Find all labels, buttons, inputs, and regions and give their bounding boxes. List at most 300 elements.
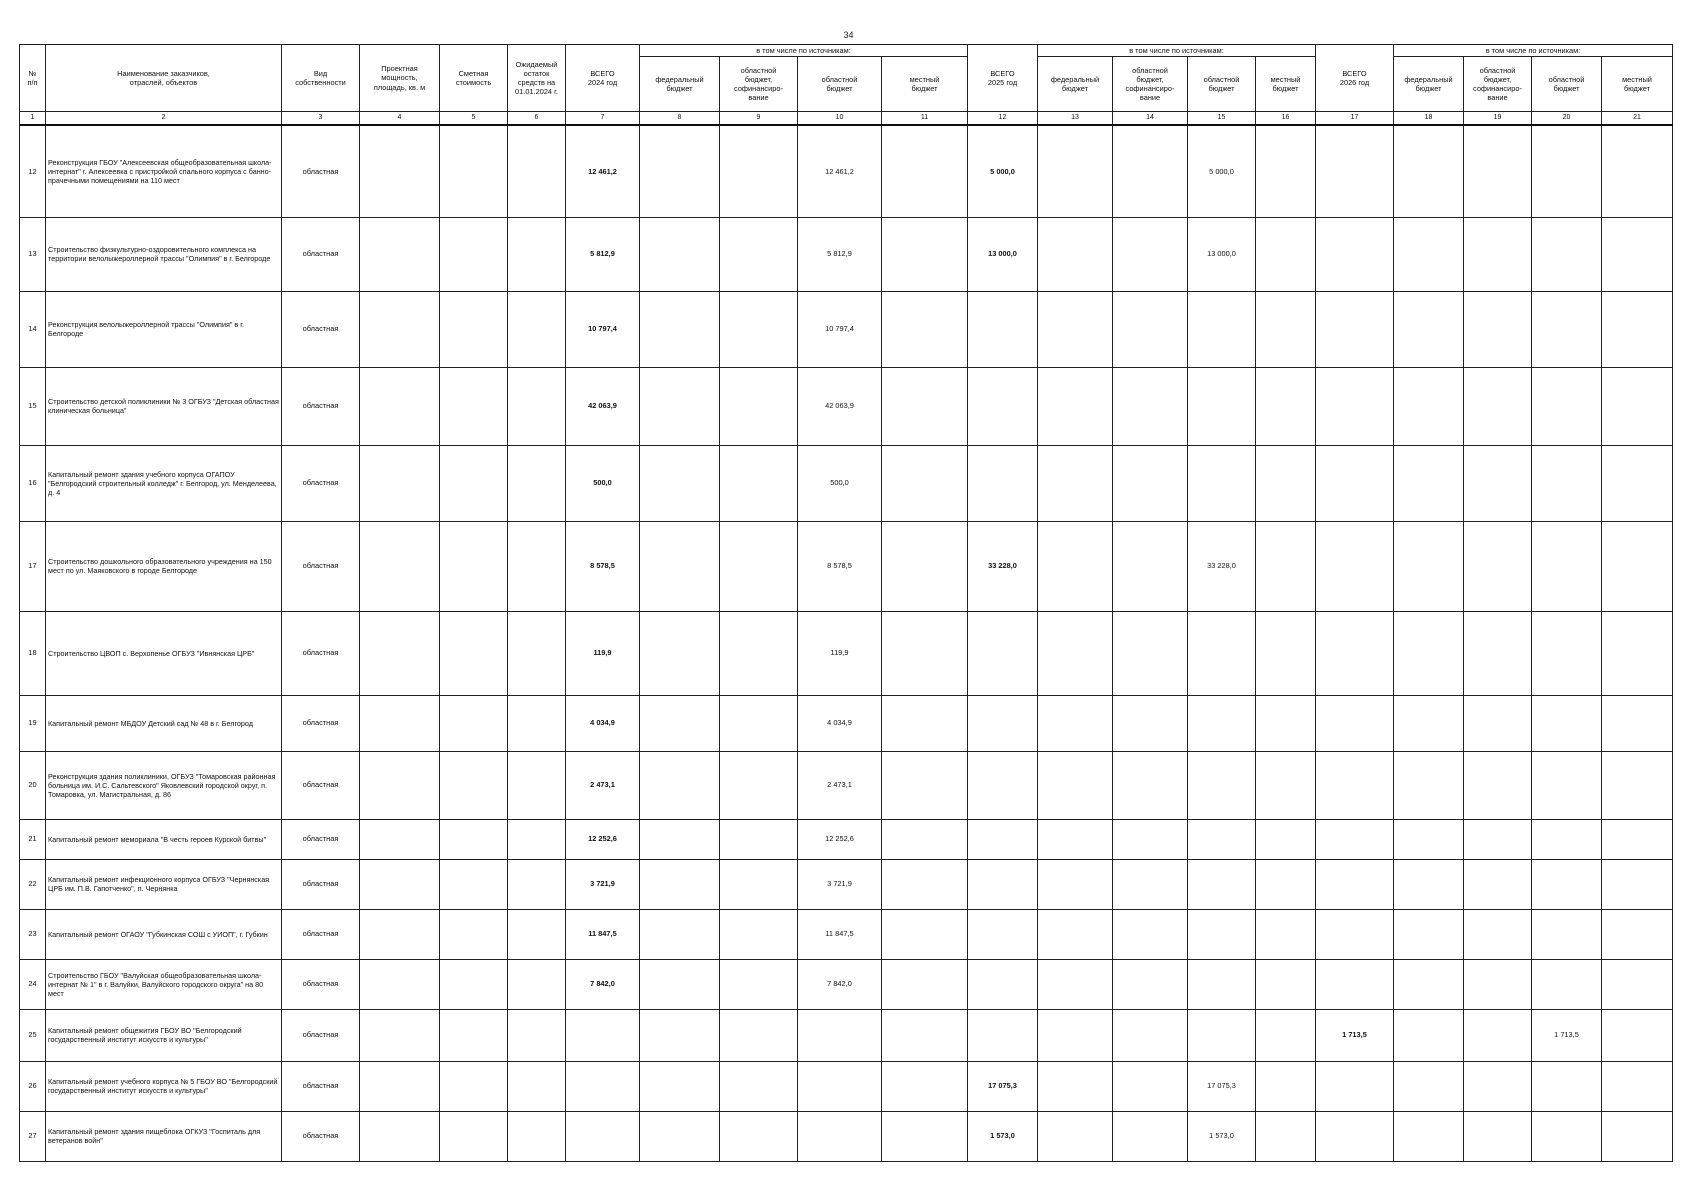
federal-2026 bbox=[1394, 521, 1464, 611]
regional-2024: 8 578,5 bbox=[798, 521, 882, 611]
total-2025 bbox=[968, 909, 1038, 959]
regional-2026 bbox=[1532, 859, 1602, 909]
row-number: 21 bbox=[20, 819, 46, 859]
table-row bbox=[20, 1061, 1673, 1111]
federal-2026 bbox=[1394, 695, 1464, 751]
total-2025 bbox=[968, 819, 1038, 859]
total-2026 bbox=[1316, 1111, 1394, 1161]
local-2026 bbox=[1602, 217, 1673, 291]
total-2026 bbox=[1316, 125, 1394, 217]
local-2025 bbox=[1256, 445, 1316, 521]
local-2026 bbox=[1602, 125, 1673, 217]
local-2025 bbox=[1256, 1009, 1316, 1061]
table-row bbox=[20, 751, 1673, 819]
local-2025 bbox=[1256, 909, 1316, 959]
regional-2026 bbox=[1532, 291, 1602, 367]
expected-balance-cell bbox=[508, 291, 566, 367]
federal-2025 bbox=[1038, 445, 1113, 521]
local-2025 bbox=[1256, 751, 1316, 819]
capacity-cell bbox=[360, 1111, 440, 1161]
row-number: 12 bbox=[20, 125, 46, 217]
header-number: № п/п bbox=[20, 45, 46, 112]
header-sources-2024: в том числе по источникам: bbox=[640, 45, 968, 57]
ownership-type: областная bbox=[282, 291, 360, 367]
federal-2024 bbox=[640, 291, 720, 367]
cofin-2025 bbox=[1113, 445, 1188, 521]
table-row bbox=[20, 959, 1673, 1009]
regional-2026 bbox=[1532, 217, 1602, 291]
cofin-2026 bbox=[1464, 291, 1532, 367]
cofin-2025 bbox=[1113, 1009, 1188, 1061]
local-2025 bbox=[1256, 291, 1316, 367]
column-number: 10 bbox=[798, 112, 882, 126]
federal-2026 bbox=[1394, 959, 1464, 1009]
total-2025 bbox=[968, 611, 1038, 695]
header-capacity: Проектная мощность, площадь, кв. м bbox=[360, 45, 440, 112]
object-name: Капитальный ремонт инфекционного корпуса ОГБУЗ "Чернянская ЦРБ им. П.В. Гапотченко", п. Чернянка bbox=[46, 859, 282, 909]
ownership-type: областная bbox=[282, 959, 360, 1009]
object-name: Реконструкция ГБОУ "Алексеевская общеобразовательная школа-интернат" г. Алексеевка с пристройкой спального корпуса с банно-прачечными помещениями на 110 мест bbox=[46, 125, 282, 217]
total-2026 bbox=[1316, 1061, 1394, 1111]
federal-2024 bbox=[640, 909, 720, 959]
table-row bbox=[20, 611, 1673, 695]
header-total-2026: ВСЕГО 2026 год bbox=[1316, 45, 1394, 112]
regional-2025: 33 228,0 bbox=[1188, 521, 1256, 611]
table-row bbox=[20, 1009, 1673, 1061]
expected-balance-cell bbox=[508, 695, 566, 751]
ownership-type: областная bbox=[282, 445, 360, 521]
column-number: 18 bbox=[1394, 112, 1464, 126]
local-2026 bbox=[1602, 367, 1673, 445]
local-2026 bbox=[1602, 859, 1673, 909]
federal-2026 bbox=[1394, 1111, 1464, 1161]
capacity-cell bbox=[360, 1009, 440, 1061]
total-2026 bbox=[1316, 959, 1394, 1009]
object-name: Реконструкция велолыжероллерной трассы "Олимпия" в г. Белгороде bbox=[46, 291, 282, 367]
estimate-cell bbox=[440, 909, 508, 959]
estimate-cell bbox=[440, 751, 508, 819]
federal-2025 bbox=[1038, 751, 1113, 819]
estimate-cell bbox=[440, 1009, 508, 1061]
total-2026 bbox=[1316, 445, 1394, 521]
column-number: 9 bbox=[720, 112, 798, 126]
local-2025 bbox=[1256, 1061, 1316, 1111]
header-name: Наименование заказчиков, отраслей, объектов bbox=[46, 45, 282, 112]
expected-balance-cell bbox=[508, 1111, 566, 1161]
local-2025 bbox=[1256, 859, 1316, 909]
object-name: Капитальный ремонт МБДОУ Детский сад № 48 в г. Белгород bbox=[46, 695, 282, 751]
header-local-2025: местный бюджет bbox=[1256, 57, 1316, 112]
object-name: Строительство физкультурно-оздоровительного комплекса на территории велолыжероллерной трассы "Олимпия" в г. Белгороде bbox=[46, 217, 282, 291]
federal-2025 bbox=[1038, 819, 1113, 859]
header-federal-2026: федеральный бюджет bbox=[1394, 57, 1464, 112]
header-total-2025: ВСЕГО 2025 год bbox=[968, 45, 1038, 112]
cofin-2024 bbox=[720, 367, 798, 445]
regional-2024 bbox=[798, 1009, 882, 1061]
total-2026 bbox=[1316, 819, 1394, 859]
total-2024 bbox=[566, 1111, 640, 1161]
regional-2024 bbox=[798, 1061, 882, 1111]
federal-2024 bbox=[640, 125, 720, 217]
object-name: Капитальный ремонт здания учебного корпуса ОГАПОУ "Белгородский строительный колледж" г. Белгород, ул. Менделеева, д. 4 bbox=[46, 445, 282, 521]
header-regional-2024: областной бюджет bbox=[798, 57, 882, 112]
header-sources-2025: в том числе по источникам: bbox=[1038, 45, 1316, 57]
cofin-2026 bbox=[1464, 445, 1532, 521]
estimate-cell bbox=[440, 695, 508, 751]
total-2024: 8 578,5 bbox=[566, 521, 640, 611]
regional-2025 bbox=[1188, 367, 1256, 445]
capacity-cell bbox=[360, 445, 440, 521]
federal-2025 bbox=[1038, 291, 1113, 367]
object-name: Капитальный ремонт ОГАОУ "Губкинская СОШ с УИОП", г. Губкин bbox=[46, 909, 282, 959]
total-2025 bbox=[968, 445, 1038, 521]
federal-2024 bbox=[640, 959, 720, 1009]
expected-balance-cell bbox=[508, 125, 566, 217]
header-total-2024: ВСЕГО 2024 год bbox=[566, 45, 640, 112]
financing-table bbox=[19, 44, 1673, 1162]
regional-2025 bbox=[1188, 695, 1256, 751]
table-row bbox=[20, 521, 1673, 611]
ownership-type: областная bbox=[282, 859, 360, 909]
local-2024 bbox=[882, 1061, 968, 1111]
estimate-cell bbox=[440, 611, 508, 695]
cofin-2026 bbox=[1464, 1061, 1532, 1111]
regional-2024: 2 473,1 bbox=[798, 751, 882, 819]
column-number: 15 bbox=[1188, 112, 1256, 126]
estimate-cell bbox=[440, 1061, 508, 1111]
header-cofin-2024: областной бюджет, софинансиро- вание bbox=[720, 57, 798, 112]
cofin-2024 bbox=[720, 819, 798, 859]
object-name: Реконструкция здания поликлиники, ОГБУЗ "Томаровская районная больница им. И.С. Сальтевского" Яковлевский городской округ, п. Томаровка, ул. Магистральная, д. 86 bbox=[46, 751, 282, 819]
table-row bbox=[20, 909, 1673, 959]
local-2024 bbox=[882, 125, 968, 217]
total-2024: 119,9 bbox=[566, 611, 640, 695]
object-name: Строительство детской поликлиники № 3 ОГБУЗ "Детская областная клиническая больница" bbox=[46, 367, 282, 445]
total-2025: 17 075,3 bbox=[968, 1061, 1038, 1111]
cofin-2024 bbox=[720, 1111, 798, 1161]
cofin-2025 bbox=[1113, 367, 1188, 445]
expected-balance-cell bbox=[508, 1061, 566, 1111]
regional-2024: 4 034,9 bbox=[798, 695, 882, 751]
expected-balance-cell bbox=[508, 959, 566, 1009]
local-2026 bbox=[1602, 1009, 1673, 1061]
total-2024: 10 797,4 bbox=[566, 291, 640, 367]
regional-2026 bbox=[1532, 959, 1602, 1009]
regional-2026: 1 713,5 bbox=[1532, 1009, 1602, 1061]
regional-2026 bbox=[1532, 1111, 1602, 1161]
expected-balance-cell bbox=[508, 1009, 566, 1061]
federal-2024 bbox=[640, 521, 720, 611]
total-2024: 42 063,9 bbox=[566, 367, 640, 445]
local-2024 bbox=[882, 695, 968, 751]
ownership-type: областная bbox=[282, 1061, 360, 1111]
total-2026 bbox=[1316, 909, 1394, 959]
local-2024 bbox=[882, 1009, 968, 1061]
federal-2024 bbox=[640, 445, 720, 521]
capacity-cell bbox=[360, 909, 440, 959]
cofin-2025 bbox=[1113, 291, 1188, 367]
local-2026 bbox=[1602, 445, 1673, 521]
regional-2026 bbox=[1532, 1061, 1602, 1111]
cofin-2024 bbox=[720, 1009, 798, 1061]
estimate-cell bbox=[440, 521, 508, 611]
column-number: 8 bbox=[640, 112, 720, 126]
capacity-cell bbox=[360, 959, 440, 1009]
regional-2025 bbox=[1188, 291, 1256, 367]
expected-balance-cell bbox=[508, 445, 566, 521]
object-name: Строительство ГБОУ "Валуйская общеобразовательная школа-интернат № 1" в г. Валуйки, Валуйского городского округа" на 80 мест bbox=[46, 959, 282, 1009]
expected-balance-cell bbox=[508, 819, 566, 859]
regional-2025 bbox=[1188, 445, 1256, 521]
federal-2024 bbox=[640, 859, 720, 909]
header-regional-2025: областной бюджет bbox=[1188, 57, 1256, 112]
ownership-type: областная bbox=[282, 1111, 360, 1161]
regional-2025 bbox=[1188, 959, 1256, 1009]
local-2024 bbox=[882, 819, 968, 859]
cofin-2026 bbox=[1464, 521, 1532, 611]
header-local-2024: местный бюджет bbox=[882, 57, 968, 112]
regional-2026 bbox=[1532, 695, 1602, 751]
local-2025 bbox=[1256, 217, 1316, 291]
cofin-2024 bbox=[720, 1061, 798, 1111]
capacity-cell bbox=[360, 611, 440, 695]
cofin-2026 bbox=[1464, 909, 1532, 959]
total-2025 bbox=[968, 291, 1038, 367]
header-ownership: Вид собственности bbox=[282, 45, 360, 112]
cofin-2024 bbox=[720, 445, 798, 521]
cofin-2024 bbox=[720, 611, 798, 695]
cofin-2025 bbox=[1113, 217, 1188, 291]
regional-2025: 13 000,0 bbox=[1188, 217, 1256, 291]
local-2025 bbox=[1256, 611, 1316, 695]
total-2025 bbox=[968, 959, 1038, 1009]
federal-2026 bbox=[1394, 751, 1464, 819]
column-number: 2 bbox=[46, 112, 282, 126]
ownership-type: областная bbox=[282, 521, 360, 611]
expected-balance-cell bbox=[508, 367, 566, 445]
ownership-type: областная bbox=[282, 751, 360, 819]
local-2025 bbox=[1256, 819, 1316, 859]
federal-2025 bbox=[1038, 909, 1113, 959]
federal-2026 bbox=[1394, 819, 1464, 859]
column-number: 20 bbox=[1532, 112, 1602, 126]
local-2025 bbox=[1256, 367, 1316, 445]
capacity-cell bbox=[360, 1061, 440, 1111]
object-name: Капитальный ремонт здания пищеблока ОГКУЗ "Госпиталь для ветеранов войн" bbox=[46, 1111, 282, 1161]
total-2025: 5 000,0 bbox=[968, 125, 1038, 217]
cofin-2024 bbox=[720, 909, 798, 959]
capacity-cell bbox=[360, 695, 440, 751]
header-regional-2026: областной бюджет bbox=[1532, 57, 1602, 112]
regional-2025 bbox=[1188, 751, 1256, 819]
total-2025 bbox=[968, 1009, 1038, 1061]
header-federal-2025: федеральный бюджет bbox=[1038, 57, 1113, 112]
local-2024 bbox=[882, 611, 968, 695]
header-local-2026: местный бюджет bbox=[1602, 57, 1673, 112]
regional-2026 bbox=[1532, 819, 1602, 859]
cofin-2025 bbox=[1113, 611, 1188, 695]
table-row bbox=[20, 367, 1673, 445]
total-2025 bbox=[968, 859, 1038, 909]
local-2025 bbox=[1256, 695, 1316, 751]
cofin-2026 bbox=[1464, 959, 1532, 1009]
local-2026 bbox=[1602, 695, 1673, 751]
cofin-2026 bbox=[1464, 695, 1532, 751]
total-2025: 13 000,0 bbox=[968, 217, 1038, 291]
column-number: 5 bbox=[440, 112, 508, 126]
federal-2025 bbox=[1038, 1009, 1113, 1061]
total-2025: 1 573,0 bbox=[968, 1111, 1038, 1161]
federal-2024 bbox=[640, 611, 720, 695]
total-2024: 500,0 bbox=[566, 445, 640, 521]
regional-2026 bbox=[1532, 125, 1602, 217]
cofin-2026 bbox=[1464, 1111, 1532, 1161]
local-2026 bbox=[1602, 959, 1673, 1009]
total-2025 bbox=[968, 751, 1038, 819]
capacity-cell bbox=[360, 819, 440, 859]
regional-2024: 5 812,9 bbox=[798, 217, 882, 291]
local-2025 bbox=[1256, 125, 1316, 217]
column-number: 3 bbox=[282, 112, 360, 126]
column-number: 17 bbox=[1316, 112, 1394, 126]
cofin-2024 bbox=[720, 959, 798, 1009]
federal-2025 bbox=[1038, 125, 1113, 217]
local-2026 bbox=[1602, 291, 1673, 367]
local-2024 bbox=[882, 521, 968, 611]
column-number: 6 bbox=[508, 112, 566, 126]
ownership-type: областная bbox=[282, 125, 360, 217]
cofin-2026 bbox=[1464, 611, 1532, 695]
local-2026 bbox=[1602, 1061, 1673, 1111]
total-2026 bbox=[1316, 751, 1394, 819]
regional-2025 bbox=[1188, 909, 1256, 959]
cofin-2025 bbox=[1113, 819, 1188, 859]
cofin-2024 bbox=[720, 125, 798, 217]
estimate-cell bbox=[440, 125, 508, 217]
table-row bbox=[20, 695, 1673, 751]
federal-2025 bbox=[1038, 611, 1113, 695]
local-2024 bbox=[882, 445, 968, 521]
total-2024: 12 461,2 bbox=[566, 125, 640, 217]
total-2026 bbox=[1316, 291, 1394, 367]
total-2024: 7 842,0 bbox=[566, 959, 640, 1009]
expected-balance-cell bbox=[508, 217, 566, 291]
regional-2024: 500,0 bbox=[798, 445, 882, 521]
cofin-2026 bbox=[1464, 367, 1532, 445]
federal-2026 bbox=[1394, 291, 1464, 367]
cofin-2025 bbox=[1113, 521, 1188, 611]
header-cofin-2026: областной бюджет, софинансиро- вание bbox=[1464, 57, 1532, 112]
object-name: Капитальный ремонт мемориала "В честь героев Курской битвы" bbox=[46, 819, 282, 859]
column-number: 16 bbox=[1256, 112, 1316, 126]
total-2025 bbox=[968, 367, 1038, 445]
header-expected-balance: Ожидаемый остаток средств на 01.01.2024 г. bbox=[508, 45, 566, 112]
cofin-2026 bbox=[1464, 819, 1532, 859]
row-number: 26 bbox=[20, 1061, 46, 1111]
local-2026 bbox=[1602, 909, 1673, 959]
table-row bbox=[20, 819, 1673, 859]
total-2026 bbox=[1316, 217, 1394, 291]
capacity-cell bbox=[360, 217, 440, 291]
total-2024 bbox=[566, 1061, 640, 1111]
estimate-cell bbox=[440, 217, 508, 291]
local-2024 bbox=[882, 859, 968, 909]
federal-2024 bbox=[640, 819, 720, 859]
regional-2025: 1 573,0 bbox=[1188, 1111, 1256, 1161]
regional-2025 bbox=[1188, 859, 1256, 909]
column-number: 14 bbox=[1113, 112, 1188, 126]
ownership-type: областная bbox=[282, 217, 360, 291]
regional-2024: 3 721,9 bbox=[798, 859, 882, 909]
federal-2024 bbox=[640, 1009, 720, 1061]
regional-2025 bbox=[1188, 819, 1256, 859]
local-2024 bbox=[882, 291, 968, 367]
total-2025 bbox=[968, 695, 1038, 751]
federal-2025 bbox=[1038, 367, 1113, 445]
federal-2025 bbox=[1038, 859, 1113, 909]
cofin-2024 bbox=[720, 291, 798, 367]
row-number: 22 bbox=[20, 859, 46, 909]
regional-2026 bbox=[1532, 611, 1602, 695]
column-number: 7 bbox=[566, 112, 640, 126]
federal-2026 bbox=[1394, 611, 1464, 695]
capacity-cell bbox=[360, 521, 440, 611]
row-number: 14 bbox=[20, 291, 46, 367]
page-number: 34 bbox=[843, 30, 854, 40]
local-2024 bbox=[882, 1111, 968, 1161]
expected-balance-cell bbox=[508, 909, 566, 959]
local-2025 bbox=[1256, 959, 1316, 1009]
cofin-2026 bbox=[1464, 1009, 1532, 1061]
regional-2024: 11 847,5 bbox=[798, 909, 882, 959]
federal-2026 bbox=[1394, 1061, 1464, 1111]
expected-balance-cell bbox=[508, 859, 566, 909]
federal-2024 bbox=[640, 1061, 720, 1111]
capacity-cell bbox=[360, 367, 440, 445]
column-number: 1 bbox=[20, 112, 46, 126]
federal-2024 bbox=[640, 367, 720, 445]
column-number: 21 bbox=[1602, 112, 1673, 126]
ownership-type: областная bbox=[282, 819, 360, 859]
estimate-cell bbox=[440, 959, 508, 1009]
row-number: 23 bbox=[20, 909, 46, 959]
regional-2024: 12 252,6 bbox=[798, 819, 882, 859]
cofin-2025 bbox=[1113, 751, 1188, 819]
header-cofin-2025: областной бюджет, софинансиро- вание bbox=[1113, 57, 1188, 112]
column-number: 12 bbox=[968, 112, 1038, 126]
row-number: 18 bbox=[20, 611, 46, 695]
ownership-type: областная bbox=[282, 367, 360, 445]
row-number: 20 bbox=[20, 751, 46, 819]
cofin-2025 bbox=[1113, 959, 1188, 1009]
federal-2025 bbox=[1038, 521, 1113, 611]
local-2024 bbox=[882, 367, 968, 445]
federal-2026 bbox=[1394, 125, 1464, 217]
regional-2024 bbox=[798, 1111, 882, 1161]
federal-2026 bbox=[1394, 445, 1464, 521]
row-number: 27 bbox=[20, 1111, 46, 1161]
regional-2024: 42 063,9 bbox=[798, 367, 882, 445]
local-2024 bbox=[882, 217, 968, 291]
federal-2025 bbox=[1038, 959, 1113, 1009]
table-row bbox=[20, 217, 1673, 291]
total-2024: 11 847,5 bbox=[566, 909, 640, 959]
cofin-2024 bbox=[720, 695, 798, 751]
table-row bbox=[20, 125, 1673, 217]
row-number: 25 bbox=[20, 1009, 46, 1061]
row-number: 24 bbox=[20, 959, 46, 1009]
local-2026 bbox=[1602, 1111, 1673, 1161]
